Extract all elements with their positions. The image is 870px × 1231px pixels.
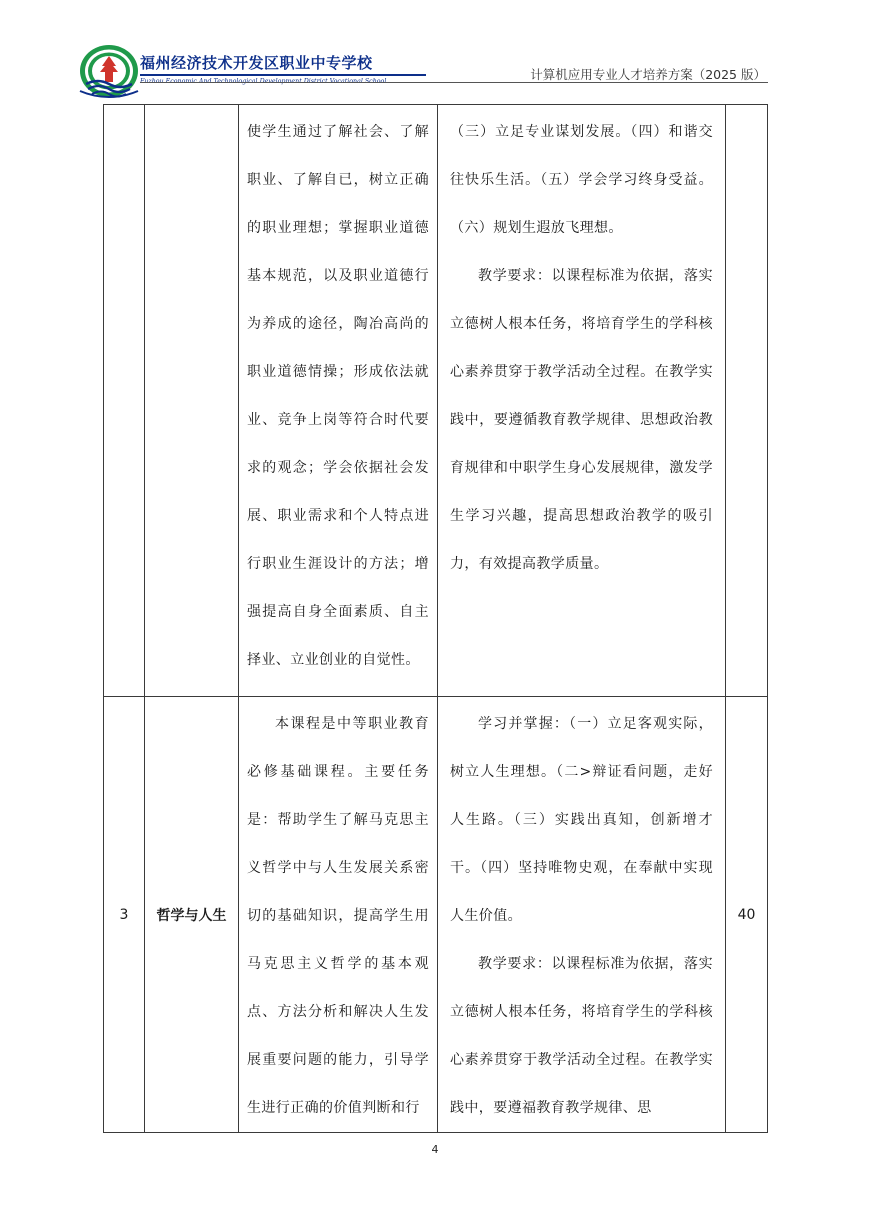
course-hours-cell — [726, 105, 768, 697]
course-objectives-text: 本课程是中等职业教育必修基础课程。主要任务是：帮助学生了解马克思主义哲学中与人生发展关系密切的基础知识，提高学生用马克思主义哲学的基本观点、方法分析和解决人生发展重要问题的能力，引导学生进行正确的价值判断和行 — [247, 716, 429, 1116]
teaching-requirements-text: 教学要求：以课程标准为依据，落实立德树人根本任务，将培育学生的学科核心素养贯穿于教学活动全过程。在教学实践中，要遵循教育教学规律、思想政治教育规律和中职学生身心发展规律，激发学生学习兴趣，提高思想政治教学的吸引力，有效提高教学质量。 — [450, 268, 713, 572]
school-logo-icon — [78, 44, 140, 100]
school-name-underline — [140, 74, 426, 76]
course-objectives-cell — [239, 697, 438, 1133]
course-objectives-cell — [239, 105, 438, 697]
course-content-text: 学习并掌握：（一）立足客观实际，树立人生理想。（二>辩证看问题，走好人生路。（三）实践出真知，创新增才干。（四）坚持唯物史观，在奉献中实现人生价值。 — [450, 716, 713, 924]
course-content-text: （三）立足专业谋划发展。（四）和谐交往快乐生活。（五）学会学习终身受益。（六）规划生遐放飞理想。 — [450, 124, 713, 236]
teaching-requirements-text: 教学要求：以课程标准为依据，落实立德树人根本任务，将培育学生的学科核心素养贯穿于教学活动全过程。在教学实践中，要遵福教育教学规律、思 — [450, 956, 713, 1116]
course-number-cell — [104, 105, 145, 697]
course-objectives-text: 使学生通过了解社会、了解职业、了解自已，树立正确的职业理想；掌握职业道德基本规范，以及职业道德行为养成的途径，陶冶高尚的职业道德情操；形成依法就业、竞争上岗等符合时代要求的观念；学会依据社会发展、职业需求和个人特点进行职业生涯设计的方法；增强提高自身全面素质、自主择业、立业创业的自觉性。 — [247, 124, 429, 668]
curriculum-table — [103, 104, 768, 1133]
course-content-cell — [438, 105, 726, 697]
course-number-cell: 3 — [104, 697, 145, 1133]
page-number: 4 — [431, 1143, 439, 1156]
school-name-cn: 福州经济技术开发区职业中专学校 — [140, 54, 373, 72]
document-title: 计算机应用专业人才培养方案（2025 版） — [530, 67, 766, 82]
course-content-cell — [438, 697, 726, 1133]
course-name-cell — [145, 105, 239, 697]
table-row — [104, 697, 768, 1133]
header-divider — [140, 82, 768, 83]
table-row — [104, 105, 768, 697]
course-hours-cell: 40 — [726, 697, 768, 1133]
course-name: 哲学与人生 — [156, 907, 227, 924]
course-name-cell — [145, 697, 239, 1133]
page-header — [78, 40, 768, 102]
